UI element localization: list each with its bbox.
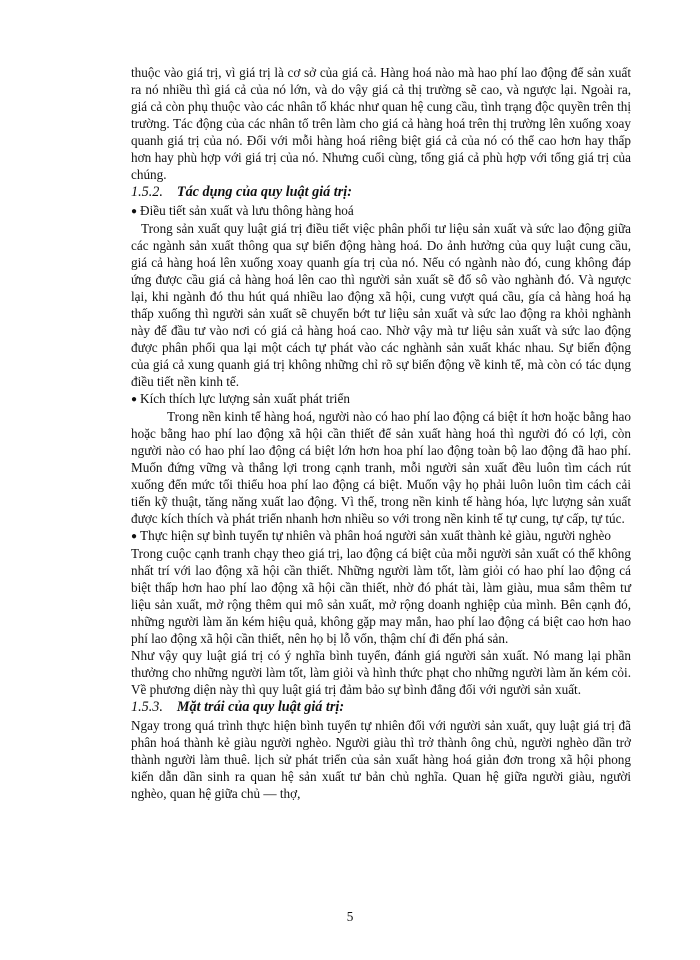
page-number: 5 (346, 909, 354, 924)
bullet-text: Kích thích lực lượng sản xuất phát triển (140, 391, 350, 406)
paragraph-regulate: Trong sản xuất quy luật giá trị điều tiết việc phân phối tư liệu sản xuất và sức lao động giữa các ngành sản xuất thông qua sự biến động hàng hoá. Do ảnh hưởng của quy luật cung cầu, giá cả hàng hoá lên xuống xoay quanh gía trị của nó. Nếu có ngành nào đó, cung không đáp ứng được cầu giá cả hàng hoá lên cao thì người sản xuất sẽ đổ sô vào nghành đó. Và ngược lại, khi ngành đó thu hút quá nhiều lao động xã hội, cung vượt quá cầu, gía cả hàng hoá hạ thấp xuống thì người sản xuất sẽ chuyển bớt tư liệu sản xuất và sức lao động ra khỏi nghành này để đầu tư vào nơi có giá cả hàng hoá cao. Nhờ vậy mà tư liệu sản xuất và sức lao động được phân phối qua lại một cách tự phát vào các nghành sản xuất khác nhau. Sự biến động của giá cả xung quanh giá trị không những chỉ rõ sự biến động về kinh tế, mà còn có tác dụng điều tiết nền kinh tế. (131, 221, 631, 389)
heading-number: 1.5.2. (131, 184, 163, 200)
heading-title: Tác dụng của quy luật giá trị: (176, 184, 352, 200)
heading-1-5-2 (131, 183, 631, 202)
paragraph-intro: thuộc vào giá trị, vì giá trị là cơ sở của giá cả. Hàng hoá nào mà hao phí lao động để sản xuất ra nó nhiều thì giá cả của nó lớn, và do vậy giá cả thị trường sẽ cao, và ngược lại. Ngoài ra, giá cả còn phụ thuộc vào các nhân tố khác như quan hệ cung cầu, tình trạng độc quyền trên thị trường. Tác động của các nhân tố trên làm cho giá cả hàng hoá trên thị trường lên xuống xoay quanh giá trị của nó. Đối với mỗi hàng hoá riêng biệt giá cả của nó có thể cao hơn hay thấp hơn hay phù hợp với giá trị của nó. Nhưng cuối cùng, tổng giá cả phù hợp với tổng giá trị của chúng. (131, 65, 631, 182)
heading-1-5-3 (131, 698, 631, 717)
paragraph-downside: Ngay trong quá trình thực hiện bình tuyển tự nhiên đối với người sản xuất, quy luật giá trị đã phân hoá thành kẻ giàu người nghèo. Người giàu thì trở thành ông chủ, người nghèo dần trở thành người làm thuê. lịch sử phát triển của sản xuất hàng hoá giản đơn trong xã hội phong kiến dẫn dần sinh ra quan hệ sản xuất tư bản chủ nghĩa. Quan hệ giữa người giàu, người nghèo, quan hệ giữa chủ — thợ, (131, 718, 631, 801)
bullet-text: Thực hiện sự bình tuyển tự nhiên và phân hoá người sản xuất thành kẻ giàu, người nghèo (140, 528, 611, 543)
bullet-icon: ● (131, 531, 138, 542)
bullet-selection (131, 527, 631, 545)
bullet-stimulate (131, 390, 631, 408)
heading-number: 1.5.3. (131, 699, 163, 715)
body-text (131, 64, 631, 802)
bullet-icon: ● (131, 206, 138, 217)
heading-title: Mặt trái của quy luật giá trị: (176, 699, 345, 715)
bullet-text: Điều tiết sản xuất và lưu thông hàng hoá (140, 203, 354, 218)
paragraph-stimulate: Trong nền kinh tế hàng hoá, người nào có hao phí lao động cá biệt ít hơn hoặc bằng hao hoặc bằng hao phí lao động xã hội cần thiết để sản xuất hàng hoá thì người đó có lợi, còn người nào có hao phí lao động cá biệt lớn hơn hoa phí lao động toàn bộ lao động đã hao phí. Muốn đứng vững và thắng lợi trong cạnh tranh, mỗi người sản xuất đều luôn tìm cách rút xuống đến mức tối thiểu hoa phí lao động cá biệt. Muốn vậy họ phải luôn luôn tìm cách cải tiến kỹ thuật, tăng năng xuất lao động. Vì thế, trong nền kinh tế hàng hóa, lực lượng sản xuất được kích thích và phát triển nhanh hơn nhiều so với trong nền kinh tế tự cung, tự cấp, tự túc. (131, 409, 631, 526)
paragraph-compete: Trong cuộc cạnh tranh chạy theo giá trị, lao động cá biệt của mỗi người sản xuất có thể không nhất trí với lao động xã hội cần thiết. Những người làm tốt, làm giỏi có hao phí lao động cá biệt thấp hơn hao phí lao động xã hội cần thiết, nhờ đó phát tài, làm giàu, mua sắm thêm tư liệu sản xuất, mở rộng thêm qui mô sản xuất, mở rộng doanh nghiệp của mình. Bên cạnh đó, những người làm ăn kém hiệu quả, không gặp may mắn, hao phí lao động cá biệt cao hơn hao phí lao động xã hội cần thiết, nên họ bị lỗ vốn, thậm chí đi đến phá sản. (131, 546, 631, 646)
bullet-icon: ● (131, 394, 138, 405)
paragraph-meaning: Như vậy quy luật giá trị có ý nghĩa bình tuyển, đánh giá người sản xuất. Nó mang lại phần thưởng cho những người làm tốt, làm giỏi và hình thức phạt cho những người làm ăn kém cỏi. Về phương diện này thì quy luật giá trị đảm bảo sự bình đẳng đối với người sản xuất. (131, 648, 631, 697)
bullet-regulate (131, 202, 631, 220)
